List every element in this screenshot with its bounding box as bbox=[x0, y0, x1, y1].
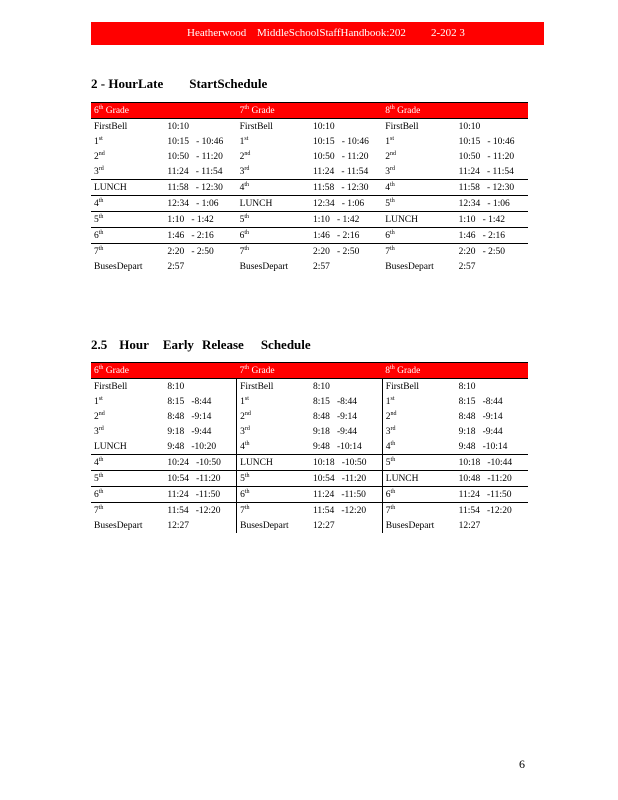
table-row bbox=[91, 503, 528, 519]
period-time: 9:18 -9:44 bbox=[164, 424, 236, 439]
period-time: 8:15 -8:44 bbox=[164, 394, 236, 409]
table-row bbox=[91, 487, 528, 503]
grade-header-row bbox=[91, 103, 528, 119]
period-time: 12:27 bbox=[164, 518, 236, 533]
period-time: 1:10 - 1:42 bbox=[310, 212, 382, 228]
period-time: 10:15 - 10:46 bbox=[458, 136, 515, 147]
period-label: 7th bbox=[237, 244, 310, 260]
period-label: 2nd bbox=[385, 410, 397, 422]
period-time: 10:10 bbox=[312, 121, 335, 132]
period-label: 6th bbox=[382, 228, 455, 244]
table-row bbox=[91, 228, 528, 244]
period-time: 12:34 - 1:06 bbox=[310, 196, 382, 212]
table-row bbox=[91, 134, 528, 149]
header-handbook: MiddleSchoolStaffHandbook:202 bbox=[257, 27, 406, 39]
period-time: 2:20 - 2:50 bbox=[164, 244, 236, 260]
period-label: 2nd bbox=[94, 410, 105, 422]
period-label: BusesDepart bbox=[94, 520, 143, 531]
period-label: 1st bbox=[240, 395, 249, 407]
period-label: 1st bbox=[94, 395, 103, 407]
period-time: 1:10 - 1:42 bbox=[164, 212, 236, 228]
period-time: 8:10 bbox=[310, 379, 382, 395]
page-number: 6 bbox=[519, 757, 525, 771]
period-label: LUNCH bbox=[382, 471, 455, 487]
period-time: 11:24 -11:50 bbox=[456, 487, 528, 503]
period-label: LUNCH bbox=[237, 196, 310, 212]
grade-label: 6th Grade bbox=[91, 363, 237, 379]
period-time: 8:48 -9:14 bbox=[164, 409, 236, 424]
title-part: Hour bbox=[119, 337, 149, 352]
period-time: 12:34 - 1:06 bbox=[164, 196, 236, 212]
period-label: 5th bbox=[382, 455, 455, 471]
table-row bbox=[91, 180, 528, 196]
period-label: 4th bbox=[237, 180, 310, 196]
period-time: 12:27 bbox=[458, 520, 481, 531]
period-time: 10:50 - 11:20 bbox=[458, 151, 515, 162]
period-label: 5th bbox=[237, 212, 310, 228]
period-time: 10:15 - 10:46 bbox=[167, 136, 224, 147]
period-label: FirstBell bbox=[94, 121, 128, 132]
period-time: 11:24 -11:50 bbox=[310, 487, 382, 503]
period-label: 6th bbox=[237, 228, 310, 244]
period-time: 8:15 -8:44 bbox=[458, 396, 503, 407]
period-time: 10:48 -11:20 bbox=[456, 471, 528, 487]
period-label: 7th bbox=[382, 503, 455, 519]
period-time: 11:58 - 12:30 bbox=[456, 180, 528, 196]
table-row bbox=[91, 379, 528, 395]
table-row bbox=[91, 439, 528, 455]
period-label: FirstBell bbox=[239, 121, 273, 132]
period-time: 8:48 -9:14 bbox=[310, 409, 382, 424]
period-label: BusesDepart bbox=[240, 520, 289, 531]
period-label: BusesDepart bbox=[385, 520, 435, 531]
table-row bbox=[91, 119, 528, 135]
period-label: 4th bbox=[382, 180, 455, 196]
table-row bbox=[91, 394, 528, 409]
table-row bbox=[91, 149, 528, 164]
period-time: 10:50 - 11:20 bbox=[167, 151, 223, 162]
period-label: 1st bbox=[239, 135, 249, 147]
grade-label: 6th Grade bbox=[91, 103, 237, 119]
period-label: 3rd bbox=[385, 425, 396, 437]
period-time: 8:15 -8:44 bbox=[310, 394, 382, 409]
late-start-table bbox=[91, 102, 528, 274]
period-label: 4th bbox=[240, 440, 250, 452]
early-release-table bbox=[91, 362, 528, 533]
period-label: 3rd bbox=[94, 425, 104, 437]
period-label: 1st bbox=[385, 135, 395, 147]
title-part: Release bbox=[201, 337, 244, 352]
grade-label: 7th Grade bbox=[237, 363, 383, 379]
period-time: 10:15 - 10:46 bbox=[312, 136, 369, 147]
table-row bbox=[91, 409, 528, 424]
period-label: 3rd bbox=[385, 165, 396, 177]
period-time: 10:18 -10:44 bbox=[456, 455, 528, 471]
period-label: 5th bbox=[382, 196, 455, 212]
grade-label: 7th Grade bbox=[237, 103, 383, 119]
period-label: 4th bbox=[91, 455, 164, 471]
period-time: 9:18 -9:44 bbox=[458, 426, 503, 437]
period-label: BusesDepart bbox=[94, 261, 143, 272]
table-row bbox=[91, 518, 528, 533]
period-label: FirstBell bbox=[94, 381, 128, 392]
period-time: 1:10 - 1:42 bbox=[456, 212, 528, 228]
period-label: BusesDepart bbox=[239, 261, 289, 272]
period-label: 3rd bbox=[240, 425, 250, 437]
period-label: FirstBell bbox=[240, 381, 274, 392]
page-header bbox=[91, 22, 544, 45]
period-label: LUNCH bbox=[94, 441, 127, 452]
title-part: 2 - HourLate bbox=[91, 76, 164, 91]
header-year: 2-202 3 bbox=[431, 27, 465, 39]
period-label: 2nd bbox=[239, 150, 251, 162]
period-label: 6th bbox=[91, 228, 164, 244]
period-time: 2:57 bbox=[167, 261, 185, 272]
period-time: 11:54 -12:20 bbox=[456, 503, 528, 519]
table-row bbox=[91, 424, 528, 439]
period-label: 7th bbox=[91, 503, 164, 519]
table-row bbox=[91, 212, 528, 228]
grade-header-row bbox=[91, 363, 528, 379]
period-label: 7th bbox=[91, 244, 164, 260]
period-time: 1:46 - 2:16 bbox=[310, 228, 382, 244]
period-time: 12:34 - 1:06 bbox=[456, 196, 528, 212]
table-row bbox=[91, 164, 528, 180]
period-time: 2:20 - 2:50 bbox=[456, 244, 528, 260]
period-label: 7th bbox=[382, 244, 455, 260]
table-row bbox=[91, 471, 528, 487]
header-school: Heatherwood bbox=[187, 27, 247, 39]
period-time: 11:24 -11:50 bbox=[164, 487, 236, 503]
period-time: 11:54 -12:20 bbox=[164, 503, 236, 519]
title-part: StartSchedule bbox=[189, 76, 268, 91]
period-label: BusesDepart bbox=[385, 261, 434, 272]
period-time: 8:48 -9:14 bbox=[458, 411, 503, 422]
period-time: 10:24 -10:50 bbox=[164, 455, 236, 471]
grade-label: 8th Grade bbox=[382, 103, 528, 119]
period-label: FirstBell bbox=[385, 381, 420, 392]
period-label: 5th bbox=[237, 471, 310, 487]
period-time: 11:24 - 11:54 bbox=[167, 166, 223, 177]
period-time: 10:54 -11:20 bbox=[164, 471, 236, 487]
period-label: 4th bbox=[91, 196, 164, 212]
table-row bbox=[91, 196, 528, 212]
period-time: 10:54 -11:20 bbox=[310, 471, 382, 487]
period-label: 7th bbox=[237, 503, 310, 519]
period-time: 10:10 bbox=[458, 121, 481, 132]
period-time: 12:27 bbox=[310, 518, 382, 533]
period-time: 1:46 - 2:16 bbox=[456, 228, 528, 244]
title-part: Schedule bbox=[260, 337, 311, 352]
period-label: 1st bbox=[94, 135, 103, 147]
period-label: 2nd bbox=[385, 150, 397, 162]
period-time: 10:18 -10:50 bbox=[310, 455, 382, 471]
period-time: 2:57 bbox=[458, 261, 476, 272]
period-time: 10:10 bbox=[167, 121, 189, 132]
period-time: 2:57 bbox=[312, 261, 330, 272]
period-label: 6th bbox=[237, 487, 310, 503]
period-time: 1:46 - 2:16 bbox=[164, 228, 236, 244]
period-time: 8:10 bbox=[458, 381, 476, 392]
period-label: 3rd bbox=[94, 165, 104, 177]
period-label: 5th bbox=[91, 212, 164, 228]
period-time: 11:58 - 12:30 bbox=[310, 180, 382, 196]
period-label: 6th bbox=[382, 487, 455, 503]
title-part: Early bbox=[162, 337, 194, 352]
period-time: 2:20 - 2:50 bbox=[310, 244, 382, 260]
table-row bbox=[91, 455, 528, 471]
period-label: 2nd bbox=[240, 410, 251, 422]
period-time: 9:48 -10:14 bbox=[458, 441, 508, 452]
period-time: 11:54 -12:20 bbox=[310, 503, 382, 519]
period-label: 4th bbox=[385, 440, 396, 452]
grade-label: 8th Grade bbox=[382, 363, 528, 379]
early-release-title bbox=[91, 337, 311, 353]
period-time: 8:10 bbox=[164, 379, 236, 395]
period-label: LUNCH bbox=[382, 212, 455, 228]
period-label: 3rd bbox=[239, 165, 250, 177]
period-time: 11:58 - 12:30 bbox=[164, 180, 236, 196]
period-time: 9:18 -9:44 bbox=[310, 424, 382, 439]
period-time: 11:24 - 11:54 bbox=[312, 166, 369, 177]
period-label: 2nd bbox=[94, 150, 105, 162]
period-time: 11:24 - 11:54 bbox=[458, 166, 514, 177]
period-label: FirstBell bbox=[385, 121, 419, 132]
period-label: LUNCH bbox=[91, 180, 164, 196]
period-label: LUNCH bbox=[237, 455, 310, 471]
period-time: 10:50 - 11:20 bbox=[312, 151, 369, 162]
period-time: 9:48 -10:20 bbox=[164, 439, 236, 455]
title-part: 2.5 bbox=[91, 337, 108, 352]
period-label: 1st bbox=[385, 395, 395, 407]
period-label: 5th bbox=[91, 471, 164, 487]
late-start-title bbox=[91, 76, 267, 92]
period-label: 6th bbox=[91, 487, 164, 503]
period-time: 9:48 -10:14 bbox=[310, 439, 382, 455]
table-row bbox=[91, 259, 528, 274]
table-row bbox=[91, 244, 528, 260]
